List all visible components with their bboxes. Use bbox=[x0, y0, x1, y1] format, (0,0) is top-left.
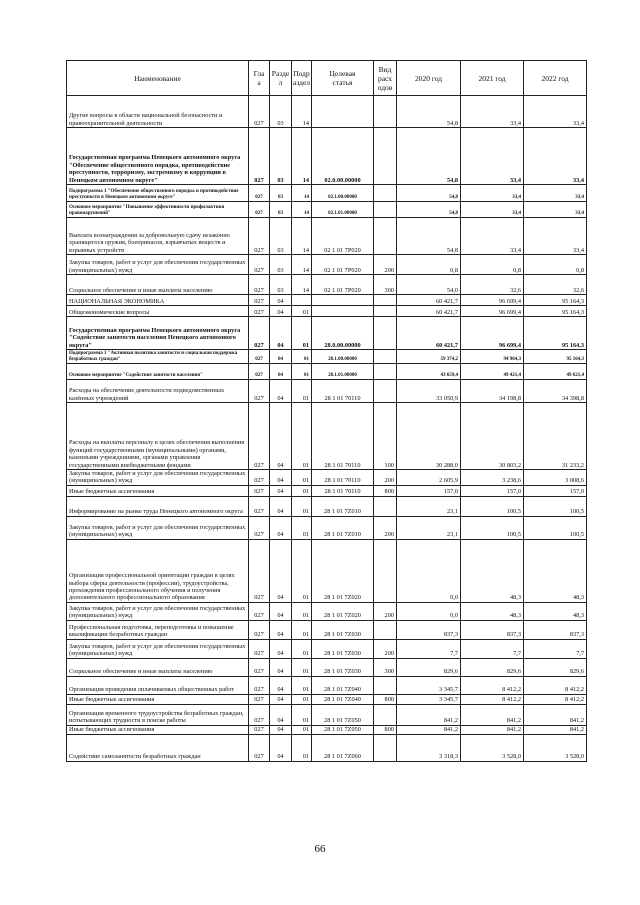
cell-expense-type: 800 bbox=[374, 725, 397, 734]
cell-expense-type bbox=[374, 350, 397, 364]
table-row bbox=[67, 350, 587, 364]
cell-2022: 33,4 bbox=[524, 128, 587, 185]
cell-2021: 33,4 bbox=[461, 96, 524, 128]
cell-2020: 3 345,7 bbox=[397, 676, 461, 694]
table-row bbox=[67, 639, 587, 658]
cell-name: НАЦИОНАЛЬНАЯ ЭКОНОМИКА bbox=[67, 295, 249, 306]
cell-2020: 54,8 bbox=[397, 128, 461, 185]
cell-expense-type bbox=[374, 185, 397, 202]
cell-podrazdel: 01 bbox=[292, 704, 312, 725]
cell-target-article: 28 1 01 7Z040 bbox=[312, 694, 374, 704]
cell-2021: 3 528,0 bbox=[461, 734, 524, 761]
cell-glava: 027 bbox=[249, 496, 270, 516]
table-row bbox=[67, 485, 587, 496]
cell-glava: 027 bbox=[249, 202, 270, 218]
cell-razdel: 04 bbox=[270, 725, 292, 734]
cell-2020: 841,2 bbox=[397, 725, 461, 734]
table-row bbox=[67, 128, 587, 185]
cell-podrazdel: 14 bbox=[292, 218, 312, 255]
cell-2020: 3 318,3 bbox=[397, 734, 461, 761]
cell-target-article: 28 1 01 70110 bbox=[312, 380, 374, 403]
cell-razdel: 04 bbox=[270, 380, 292, 403]
cell-2020: 59 374,2 bbox=[397, 350, 461, 364]
cell-2021: 33,4 bbox=[461, 202, 524, 218]
cell-glava: 027 bbox=[249, 485, 270, 496]
cell-podrazdel: 01 bbox=[292, 350, 312, 364]
cell-name: Закупка товаров, работ и услуг для обеспечения государственных (муниципальных) нужд bbox=[67, 255, 249, 275]
cell-podrazdel: 01 bbox=[292, 485, 312, 496]
cell-2020: 157,0 bbox=[397, 485, 461, 496]
cell-target-article bbox=[312, 295, 374, 306]
cell-podrazdel: 01 bbox=[292, 403, 312, 470]
cell-2021: 100,5 bbox=[461, 516, 524, 539]
cell-name: Подпрограмма 1 "Активная политика занятости и социальная поддержка безработных граждан" bbox=[67, 350, 249, 364]
cell-name: Организация профессиональной ориентации граждан в целях выбора сферы деятельности (профессии), трудоустройства, прохождения профессионального обучения и получения дополнительного профессионального образования bbox=[67, 539, 249, 602]
cell-2020: 54,8 bbox=[397, 185, 461, 202]
cell-expense-type: 200 bbox=[374, 516, 397, 539]
cell-razdel: 04 bbox=[270, 306, 292, 317]
cell-expense-type bbox=[374, 202, 397, 218]
cell-name: Организация временного трудоустройства безработных граждан, испытывающих трудности в поиске работы bbox=[67, 704, 249, 725]
cell-podrazdel: 14 bbox=[292, 128, 312, 185]
cell-target-article: 28 1 01 7Z020 bbox=[312, 602, 374, 620]
table-body bbox=[67, 96, 587, 762]
cell-2021: 32,6 bbox=[461, 275, 524, 295]
cell-podrazdel: 01 bbox=[292, 620, 312, 639]
cell-podrazdel: 14 bbox=[292, 96, 312, 128]
cell-2021: 33,4 bbox=[461, 185, 524, 202]
cell-2022: 0,8 bbox=[524, 255, 587, 275]
cell-razdel: 03 bbox=[270, 128, 292, 185]
cell-name: Расходы на обеспечение деятельности подведомственных казённых учреждений bbox=[67, 380, 249, 403]
cell-2020: 0,0 bbox=[397, 602, 461, 620]
cell-expense-type bbox=[374, 364, 397, 380]
cell-razdel: 04 bbox=[270, 734, 292, 761]
cell-target-article bbox=[312, 96, 374, 128]
col-header-razdel: Разде л bbox=[270, 61, 292, 96]
cell-name: Содействие самозанятости безработных граждан bbox=[67, 734, 249, 761]
cell-2022: 32,6 bbox=[524, 275, 587, 295]
cell-razdel: 04 bbox=[270, 602, 292, 620]
table-row bbox=[67, 185, 587, 202]
cell-name: Организация проведения оплачиваемых общественных работ bbox=[67, 676, 249, 694]
cell-name: Иные бюджетные ассигнования bbox=[67, 485, 249, 496]
cell-2021: 34 198,8 bbox=[461, 380, 524, 403]
cell-glava: 027 bbox=[249, 734, 270, 761]
table-row bbox=[67, 704, 587, 725]
col-header-target-article: Целевая статья bbox=[312, 61, 374, 96]
cell-2022: 33,4 bbox=[524, 202, 587, 218]
cell-2022: 33,4 bbox=[524, 218, 587, 255]
cell-razdel: 04 bbox=[270, 350, 292, 364]
cell-glava: 027 bbox=[249, 676, 270, 694]
col-header-2020: 2020 год bbox=[397, 61, 461, 96]
cell-2021: 7,7 bbox=[461, 639, 524, 658]
cell-2021: 48,3 bbox=[461, 539, 524, 602]
table-row bbox=[67, 539, 587, 602]
cell-2020: 60 421,7 bbox=[397, 306, 461, 317]
cell-podrazdel: 01 bbox=[292, 725, 312, 734]
cell-podrazdel: 01 bbox=[292, 539, 312, 602]
cell-glava: 027 bbox=[249, 128, 270, 185]
cell-podrazdel: 01 bbox=[292, 496, 312, 516]
cell-razdel: 03 bbox=[270, 255, 292, 275]
cell-expense-type bbox=[374, 676, 397, 694]
cell-2020: 837,3 bbox=[397, 620, 461, 639]
cell-expense-type bbox=[374, 218, 397, 255]
cell-glava: 027 bbox=[249, 620, 270, 639]
cell-2021: 96 699,4 bbox=[461, 306, 524, 317]
cell-2020: 841,2 bbox=[397, 704, 461, 725]
cell-target-article: 02.1.01.00000 bbox=[312, 202, 374, 218]
cell-name: Расходы на выплаты персоналу в целях обеспечения выполнения функций государственными (муниципальными) органами, казенными учреждениями, органами управления государственными внебюджетными фондами bbox=[67, 403, 249, 470]
cell-expense-type: 800 bbox=[374, 694, 397, 704]
table-row bbox=[67, 676, 587, 694]
cell-target-article: 28.1.00.00000 bbox=[312, 350, 374, 364]
cell-target-article: 28 1 01 7Z020 bbox=[312, 539, 374, 602]
col-header-glava: Гла а bbox=[249, 61, 270, 96]
cell-2020: 0,8 bbox=[397, 255, 461, 275]
cell-razdel: 04 bbox=[270, 704, 292, 725]
col-header-2022: 2022 год bbox=[524, 61, 587, 96]
table-row bbox=[67, 694, 587, 704]
cell-2020: 54,8 bbox=[397, 218, 461, 255]
cell-podrazdel: 14 bbox=[292, 255, 312, 275]
cell-2020: 30 288,0 bbox=[397, 403, 461, 470]
cell-target-article: 28.1.01.00000 bbox=[312, 364, 374, 380]
table-row bbox=[67, 516, 587, 539]
cell-razdel: 04 bbox=[270, 403, 292, 470]
cell-2020: 54,8 bbox=[397, 202, 461, 218]
cell-expense-type bbox=[374, 496, 397, 516]
cell-2021: 829,6 bbox=[461, 658, 524, 676]
cell-2022: 95 164,3 bbox=[524, 350, 587, 364]
cell-2022: 8 412,2 bbox=[524, 694, 587, 704]
cell-2021: 0,8 bbox=[461, 255, 524, 275]
cell-podrazdel bbox=[292, 295, 312, 306]
cell-target-article: 28 1 01 70110 bbox=[312, 470, 374, 486]
cell-razdel: 04 bbox=[270, 516, 292, 539]
cell-name: Государственная программа Ненецкого автономного округа "Обеспечение общественного порядка, противодействие преступности, терроризму, экстремизму и коррупции в Ненецком автономном округе" bbox=[67, 128, 249, 185]
cell-podrazdel: 01 bbox=[292, 694, 312, 704]
cell-podrazdel: 14 bbox=[292, 202, 312, 218]
cell-glava: 027 bbox=[249, 602, 270, 620]
cell-razdel: 03 bbox=[270, 96, 292, 128]
cell-2021: 96 699,4 bbox=[461, 317, 524, 350]
cell-2020: 829,6 bbox=[397, 658, 461, 676]
cell-razdel: 04 bbox=[270, 470, 292, 486]
cell-expense-type bbox=[374, 96, 397, 128]
table-row bbox=[67, 96, 587, 128]
cell-target-article: 28 1 01 70110 bbox=[312, 403, 374, 470]
cell-glava: 027 bbox=[249, 516, 270, 539]
cell-2021: 3 238,6 bbox=[461, 470, 524, 486]
cell-2022: 33,4 bbox=[524, 96, 587, 128]
table-row bbox=[67, 306, 587, 317]
cell-glava: 027 bbox=[249, 639, 270, 658]
table-row bbox=[67, 364, 587, 380]
cell-2022: 157,0 bbox=[524, 485, 587, 496]
cell-glava: 027 bbox=[249, 539, 270, 602]
cell-expense-type: 200 bbox=[374, 639, 397, 658]
cell-target-article: 28 1 01 7Z040 bbox=[312, 676, 374, 694]
cell-name: Информирование на рынке труда Ненецкого автономного округа bbox=[67, 496, 249, 516]
cell-2021: 33,4 bbox=[461, 128, 524, 185]
table-row bbox=[67, 255, 587, 275]
cell-podrazdel: 01 bbox=[292, 306, 312, 317]
cell-glava: 027 bbox=[249, 255, 270, 275]
header-row bbox=[67, 61, 587, 96]
cell-glava: 027 bbox=[249, 218, 270, 255]
table-row bbox=[67, 496, 587, 516]
cell-2022: 3 528,0 bbox=[524, 734, 587, 761]
cell-razdel: 04 bbox=[270, 295, 292, 306]
cell-razdel: 04 bbox=[270, 620, 292, 639]
table-row bbox=[67, 317, 587, 350]
cell-2021: 8 412,2 bbox=[461, 676, 524, 694]
cell-2022: 33,4 bbox=[524, 185, 587, 202]
cell-target-article: 28 1 01 7Z050 bbox=[312, 725, 374, 734]
cell-expense-type bbox=[374, 620, 397, 639]
cell-expense-type bbox=[374, 317, 397, 350]
cell-razdel: 04 bbox=[270, 496, 292, 516]
cell-2020: 23,1 bbox=[397, 496, 461, 516]
cell-expense-type: 300 bbox=[374, 658, 397, 676]
table-row bbox=[67, 218, 587, 255]
cell-razdel: 04 bbox=[270, 694, 292, 704]
cell-2022: 837,3 bbox=[524, 620, 587, 639]
cell-2020: 23,1 bbox=[397, 516, 461, 539]
cell-glava: 027 bbox=[249, 380, 270, 403]
cell-2021: 157,0 bbox=[461, 485, 524, 496]
cell-podrazdel: 01 bbox=[292, 658, 312, 676]
cell-2020: 7,7 bbox=[397, 639, 461, 658]
cell-podrazdel: 14 bbox=[292, 185, 312, 202]
cell-name: Закупка товаров, работ и услуг для обеспечения государственных (муниципальных) нужд bbox=[67, 602, 249, 620]
cell-2020: 3 345,7 bbox=[397, 694, 461, 704]
table-row bbox=[67, 602, 587, 620]
cell-name: Закупка товаров, работ и услуг для обеспечения государственных (муниципальных) нужд bbox=[67, 639, 249, 658]
cell-podrazdel: 01 bbox=[292, 676, 312, 694]
cell-expense-type bbox=[374, 128, 397, 185]
cell-razdel: 04 bbox=[270, 676, 292, 694]
cell-glava: 027 bbox=[249, 704, 270, 725]
cell-2020: 2 605,9 bbox=[397, 470, 461, 486]
cell-expense-type: 100 bbox=[374, 403, 397, 470]
cell-2022: 100,5 bbox=[524, 516, 587, 539]
cell-2022: 100,5 bbox=[524, 496, 587, 516]
cell-expense-type: 800 bbox=[374, 485, 397, 496]
cell-name: Профессиональная подготовка, переподготовка и повышение квалификации безработных граждан bbox=[67, 620, 249, 639]
cell-podrazdel: 01 bbox=[292, 602, 312, 620]
col-header-podrazdel: Подр аздел bbox=[292, 61, 312, 96]
cell-target-article: 28 1 01 7Z010 bbox=[312, 496, 374, 516]
cell-razdel: 04 bbox=[270, 658, 292, 676]
cell-2022: 7,7 bbox=[524, 639, 587, 658]
table-row bbox=[67, 725, 587, 734]
cell-podrazdel: 14 bbox=[292, 275, 312, 295]
col-header-2021: 2021 год bbox=[461, 61, 524, 96]
cell-2020: 54,8 bbox=[397, 96, 461, 128]
cell-target-article: 02 1 01 7Р020 bbox=[312, 218, 374, 255]
cell-razdel: 03 bbox=[270, 275, 292, 295]
cell-name: Иные бюджетные ассигнования bbox=[67, 725, 249, 734]
cell-2020: 33 050,9 bbox=[397, 380, 461, 403]
cell-podrazdel: 01 bbox=[292, 734, 312, 761]
cell-2022: 95 164,3 bbox=[524, 306, 587, 317]
cell-expense-type: 200 bbox=[374, 602, 397, 620]
cell-podrazdel: 01 bbox=[292, 364, 312, 380]
cell-target-article: 28.0.00.00000 bbox=[312, 317, 374, 350]
cell-target-article: 02.1.00.00000 bbox=[312, 185, 374, 202]
cell-2021: 48,3 bbox=[461, 602, 524, 620]
cell-2022: 48,3 bbox=[524, 602, 587, 620]
cell-glava: 027 bbox=[249, 295, 270, 306]
cell-expense-type bbox=[374, 539, 397, 602]
cell-target-article: 28 1 01 7Z030 bbox=[312, 639, 374, 658]
cell-target-article: 28 1 01 7Z030 bbox=[312, 620, 374, 639]
cell-name: Основное мероприятие "Содействие занятости населения" bbox=[67, 364, 249, 380]
cell-expense-type: 200 bbox=[374, 470, 397, 486]
cell-glava: 027 bbox=[249, 403, 270, 470]
cell-glava: 027 bbox=[249, 725, 270, 734]
cell-2021: 49 421,4 bbox=[461, 364, 524, 380]
budget-table bbox=[66, 60, 587, 762]
cell-target-article bbox=[312, 306, 374, 317]
cell-2021: 841,2 bbox=[461, 704, 524, 725]
cell-expense-type: 200 bbox=[374, 255, 397, 275]
cell-expense-type bbox=[374, 734, 397, 761]
cell-target-article: 28 1 01 7Z010 bbox=[312, 516, 374, 539]
cell-2021: 837,3 bbox=[461, 620, 524, 639]
cell-target-article: 28 1 01 7Z030 bbox=[312, 658, 374, 676]
cell-name: Общеэкономические вопросы bbox=[67, 306, 249, 317]
cell-2021: 841,2 bbox=[461, 725, 524, 734]
cell-razdel: 04 bbox=[270, 317, 292, 350]
cell-2022: 48,3 bbox=[524, 539, 587, 602]
cell-expense-type bbox=[374, 704, 397, 725]
cell-name: Государственная программа Ненецкого автономного округа "Содействие занятости населения Ненецкого автономного округа" bbox=[67, 317, 249, 350]
table-row bbox=[67, 295, 587, 306]
cell-target-article: 02 1 01 7Р020 bbox=[312, 275, 374, 295]
cell-2021: 94 964,3 bbox=[461, 350, 524, 364]
cell-podrazdel: 01 bbox=[292, 380, 312, 403]
cell-2020: 0,0 bbox=[397, 539, 461, 602]
cell-target-article: 28 1 01 7Z050 bbox=[312, 704, 374, 725]
cell-2021: 30 803,2 bbox=[461, 403, 524, 470]
cell-2021: 96 699,4 bbox=[461, 295, 524, 306]
table-row bbox=[67, 403, 587, 470]
cell-expense-type bbox=[374, 295, 397, 306]
table-row bbox=[67, 620, 587, 639]
cell-2020: 43 659,4 bbox=[397, 364, 461, 380]
cell-razdel: 04 bbox=[270, 539, 292, 602]
cell-razdel: 03 bbox=[270, 185, 292, 202]
cell-target-article: 02 1 01 7Р020 bbox=[312, 255, 374, 275]
cell-expense-type bbox=[374, 380, 397, 403]
cell-target-article: 28 1 01 70110 bbox=[312, 485, 374, 496]
cell-2021: 100,5 bbox=[461, 496, 524, 516]
cell-2022: 3 008,6 bbox=[524, 470, 587, 486]
cell-glava: 027 bbox=[249, 275, 270, 295]
cell-name: Другие вопросы в области национальной безопасности и правоохранительной деятельности bbox=[67, 96, 249, 128]
cell-2022: 95 164,3 bbox=[524, 317, 587, 350]
col-header-expense-type: Вид расх одов bbox=[374, 61, 397, 96]
cell-name: Выплата вознаграждения за добровольную сдачу незаконно хранящегося оружия, боеприпасов, взрывчатых веществ и взрывных устройств bbox=[67, 218, 249, 255]
cell-razdel: 03 bbox=[270, 218, 292, 255]
cell-razdel: 03 bbox=[270, 202, 292, 218]
table-row bbox=[67, 275, 587, 295]
cell-glava: 027 bbox=[249, 317, 270, 350]
table-row bbox=[67, 380, 587, 403]
cell-2022: 31 233,2 bbox=[524, 403, 587, 470]
cell-name: Иные бюджетные ассигнования bbox=[67, 694, 249, 704]
cell-name: Социальное обеспечение и иные выплаты населению bbox=[67, 275, 249, 295]
cell-expense-type bbox=[374, 306, 397, 317]
cell-razdel: 04 bbox=[270, 485, 292, 496]
cell-name: Социальное обеспечение и иные выплаты населению bbox=[67, 658, 249, 676]
cell-2022: 95 164,3 bbox=[524, 295, 587, 306]
cell-glava: 027 bbox=[249, 96, 270, 128]
cell-glava: 027 bbox=[249, 364, 270, 380]
cell-expense-type: 300 bbox=[374, 275, 397, 295]
cell-2020: 54,0 bbox=[397, 275, 461, 295]
page-number: 66 bbox=[314, 843, 326, 855]
cell-target-article: 02.0.00.00000 bbox=[312, 128, 374, 185]
cell-2022: 841,2 bbox=[524, 725, 587, 734]
cell-podrazdel: 01 bbox=[292, 470, 312, 486]
cell-podrazdel: 01 bbox=[292, 516, 312, 539]
cell-2022: 8 412,2 bbox=[524, 676, 587, 694]
cell-2021: 33,4 bbox=[461, 218, 524, 255]
cell-2020: 60 421,7 bbox=[397, 317, 461, 350]
cell-2022: 49 621,4 bbox=[524, 364, 587, 380]
cell-2022: 34 398,8 bbox=[524, 380, 587, 403]
cell-glava: 027 bbox=[249, 306, 270, 317]
cell-razdel: 04 bbox=[270, 639, 292, 658]
cell-2021: 8 412,2 bbox=[461, 694, 524, 704]
cell-glava: 027 bbox=[249, 185, 270, 202]
cell-glava: 027 bbox=[249, 694, 270, 704]
table-row bbox=[67, 470, 587, 486]
cell-name: Основное мероприятие "Повышение эффективности профилактики правонарушений" bbox=[67, 202, 249, 218]
cell-name: Подпрограмма 1 "Обеспечение общественного порядка и противодействие преступности в Ненецком автономном округе" bbox=[67, 185, 249, 202]
cell-2022: 841,2 bbox=[524, 704, 587, 725]
cell-2022: 829,6 bbox=[524, 658, 587, 676]
cell-name: Закупка товаров, работ и услуг для обеспечения государственных (муниципальных) нужд bbox=[67, 516, 249, 539]
table-row bbox=[67, 658, 587, 676]
cell-razdel: 04 bbox=[270, 364, 292, 380]
cell-glava: 027 bbox=[249, 470, 270, 486]
table-row bbox=[67, 202, 587, 218]
cell-target-article: 28 1 01 7Z060 bbox=[312, 734, 374, 761]
cell-2020: 60 421,7 bbox=[397, 295, 461, 306]
cell-glava: 027 bbox=[249, 658, 270, 676]
cell-name: Закупка товаров, работ и услуг для обеспечения государственных (муниципальных) нужд bbox=[67, 470, 249, 486]
cell-glava: 027 bbox=[249, 350, 270, 364]
table-row bbox=[67, 734, 587, 761]
col-header-name: Наименование bbox=[67, 61, 249, 96]
cell-podrazdel: 01 bbox=[292, 639, 312, 658]
cell-podrazdel: 01 bbox=[292, 317, 312, 350]
